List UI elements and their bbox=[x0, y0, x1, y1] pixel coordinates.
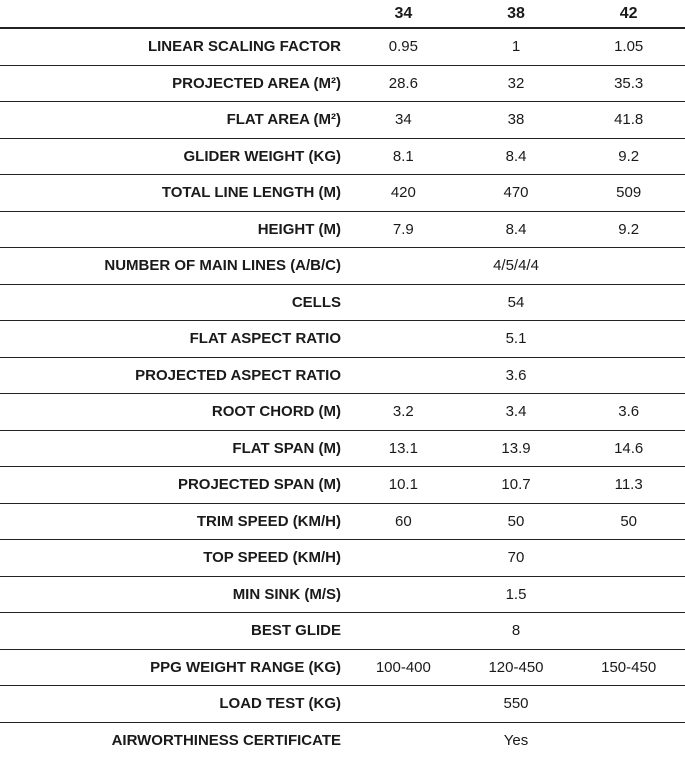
spec-value: 470 bbox=[460, 175, 573, 212]
spec-value: 35.3 bbox=[572, 65, 685, 102]
spec-value: 420 bbox=[347, 175, 460, 212]
spec-value: 100-400 bbox=[347, 649, 460, 686]
spec-value: 9.2 bbox=[572, 138, 685, 175]
spec-value: 509 bbox=[572, 175, 685, 212]
table-row bbox=[0, 467, 685, 504]
table-row bbox=[0, 613, 685, 650]
spec-value: 50 bbox=[572, 503, 685, 540]
spec-value: 32 bbox=[460, 65, 573, 102]
spec-value: 34 bbox=[347, 102, 460, 139]
spec-value-shared: 5.1 bbox=[347, 321, 685, 358]
spec-value: 41.8 bbox=[572, 102, 685, 139]
spec-label: HEIGHT (M) bbox=[0, 211, 347, 248]
spec-value-shared: 550 bbox=[347, 686, 685, 723]
spec-value: 1 bbox=[460, 28, 573, 65]
table-row bbox=[0, 138, 685, 175]
table-row bbox=[0, 248, 685, 285]
spec-value: 3.2 bbox=[347, 394, 460, 431]
size-column-header: 42 bbox=[572, 0, 685, 28]
spec-label: TOTAL LINE LENGTH (M) bbox=[0, 175, 347, 212]
size-column-header: 38 bbox=[460, 0, 573, 28]
spec-label: PPG WEIGHT RANGE (KG) bbox=[0, 649, 347, 686]
header-row bbox=[0, 0, 685, 28]
spec-label: FLAT SPAN (M) bbox=[0, 430, 347, 467]
table-row bbox=[0, 102, 685, 139]
spec-value: 38 bbox=[460, 102, 573, 139]
spec-value-shared: 3.6 bbox=[347, 357, 685, 394]
spec-value: 0.95 bbox=[347, 28, 460, 65]
spec-value: 9.2 bbox=[572, 211, 685, 248]
spec-value: 8.4 bbox=[460, 211, 573, 248]
table-row bbox=[0, 576, 685, 613]
table-row bbox=[0, 28, 685, 65]
spec-value-shared: Yes bbox=[503, 731, 529, 749]
table-row bbox=[0, 686, 685, 723]
spec-label: PROJECTED AREA (M²) bbox=[0, 65, 347, 102]
spec-value: 10.7 bbox=[460, 467, 573, 504]
table-row bbox=[0, 430, 685, 467]
spec-value: 150-450 bbox=[572, 649, 685, 686]
spec-value: 3.4 bbox=[460, 394, 573, 431]
spec-label: FLAT AREA (M²) bbox=[0, 102, 347, 139]
table-row bbox=[0, 211, 685, 248]
spec-value: 10.1 bbox=[347, 467, 460, 504]
spec-label: BEST GLIDE bbox=[0, 613, 347, 650]
spec-value: 1.05 bbox=[572, 28, 685, 65]
table-row bbox=[0, 540, 685, 577]
spec-label: PROJECTED SPAN (M) bbox=[0, 467, 347, 504]
spec-value: 60 bbox=[347, 503, 460, 540]
spec-value: 14.6 bbox=[572, 430, 685, 467]
spec-label: LOAD TEST (KG) bbox=[0, 686, 347, 723]
spec-value-shared: 4/5/4/4 bbox=[347, 248, 685, 285]
table-row bbox=[0, 394, 685, 431]
size-column-header: 34 bbox=[347, 0, 460, 28]
spec-value: 13.9 bbox=[460, 430, 573, 467]
table-row bbox=[0, 175, 685, 212]
spec-label: FLAT ASPECT RATIO bbox=[0, 321, 347, 358]
spec-label: TOP SPEED (KM/H) bbox=[0, 540, 347, 577]
spec-label: TRIM SPEED (KM/H) bbox=[0, 503, 347, 540]
spec-value: 3.6 bbox=[572, 394, 685, 431]
spec-label: GLIDER WEIGHT (KG) bbox=[0, 138, 347, 175]
table-row bbox=[0, 722, 685, 758]
table-row bbox=[0, 65, 685, 102]
spec-value-shared: 54 bbox=[347, 284, 685, 321]
spec-value: 11.3 bbox=[572, 467, 685, 504]
table-row bbox=[0, 649, 685, 686]
spec-label: AIRWORTHINESS CERTIFICATE bbox=[111, 731, 342, 749]
spec-value-shared: 1.5 bbox=[347, 576, 685, 613]
spec-table-header bbox=[0, 0, 685, 28]
spec-label: MIN SINK (M/S) bbox=[0, 576, 347, 613]
spec-value: 8.1 bbox=[347, 138, 460, 175]
spec-label: PROJECTED ASPECT RATIO bbox=[0, 357, 347, 394]
spec-label: LINEAR SCALING FACTOR bbox=[0, 28, 347, 65]
table-row bbox=[0, 321, 685, 358]
spec-value: 8.4 bbox=[460, 138, 573, 175]
header-blank-cell bbox=[0, 0, 347, 28]
table-row bbox=[0, 503, 685, 540]
spec-value-shared: 70 bbox=[347, 540, 685, 577]
spec-label: NUMBER OF MAIN LINES (A/B/C) bbox=[0, 248, 347, 285]
spec-label: CELLS bbox=[0, 284, 347, 321]
spec-value: 50 bbox=[460, 503, 573, 540]
spec-value: 13.1 bbox=[347, 430, 460, 467]
spec-label: ROOT CHORD (M) bbox=[0, 394, 347, 431]
table-row bbox=[0, 357, 685, 394]
spec-table-body bbox=[0, 28, 685, 758]
spec-value: 28.6 bbox=[347, 65, 460, 102]
spec-value-shared: 8 bbox=[347, 613, 685, 650]
spec-value: 120-450 bbox=[460, 649, 573, 686]
table-row bbox=[0, 284, 685, 321]
spec-value: 7.9 bbox=[347, 211, 460, 248]
